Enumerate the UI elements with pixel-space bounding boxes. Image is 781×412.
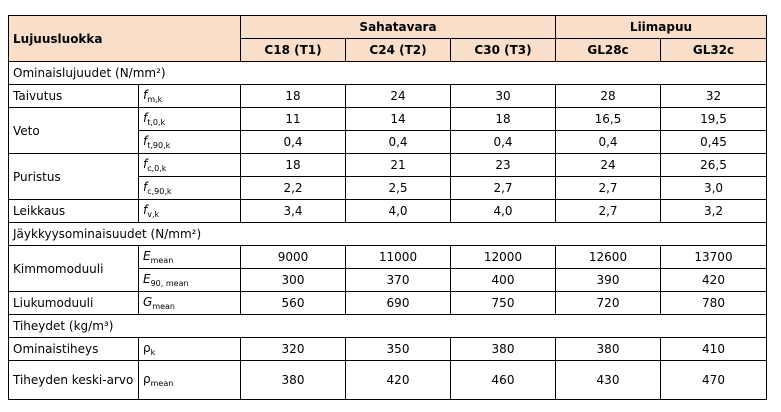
strength-class-table xyxy=(8,15,767,400)
symbol-cell: $G_{mean}$ xyxy=(139,292,241,315)
value-cell: 11 xyxy=(241,108,346,131)
value-cell: 28 xyxy=(556,85,661,108)
value-cell: 350 xyxy=(346,338,451,361)
row-label-puristus: Puristus xyxy=(9,154,139,200)
value-cell: 390 xyxy=(556,269,661,292)
value-cell: 460 xyxy=(451,361,556,400)
value-cell: 0,4 xyxy=(346,131,451,154)
section-row-stiffness xyxy=(9,223,767,246)
value-cell: 690 xyxy=(346,292,451,315)
value-cell: 380 xyxy=(241,361,346,400)
row-label-taivutus: Taivutus xyxy=(9,85,139,108)
symbol-cell: $f_{t,0,k}$ xyxy=(139,108,241,131)
value-cell: 24 xyxy=(556,154,661,177)
value-cell: 19,5 xyxy=(661,108,767,131)
header-class-c24: C24 (T2) xyxy=(346,39,451,62)
value-cell: 2,7 xyxy=(451,177,556,200)
row-label-leikkaus: Leikkaus xyxy=(9,200,139,223)
table-row xyxy=(9,200,767,223)
symbol-cell: $f_{v,k}$ xyxy=(139,200,241,223)
value-cell: 400 xyxy=(451,269,556,292)
value-cell: 3,4 xyxy=(241,200,346,223)
value-cell: 18 xyxy=(451,108,556,131)
symbol-cell: $\rho_{mean}$ xyxy=(139,361,241,400)
value-cell: 32 xyxy=(661,85,767,108)
value-cell: 2,7 xyxy=(556,200,661,223)
table-row xyxy=(9,338,767,361)
header-class-gl28c: GL28c xyxy=(556,39,661,62)
table-row xyxy=(9,108,767,131)
section-row-density xyxy=(9,315,767,338)
value-cell: 18 xyxy=(241,154,346,177)
value-cell: 470 xyxy=(661,361,767,400)
section-title-strength: Ominaislujuudet (N/mm²) xyxy=(9,62,767,85)
value-cell: 21 xyxy=(346,154,451,177)
header-strength-class: Lujuusluokka xyxy=(9,16,241,62)
value-cell: 380 xyxy=(451,338,556,361)
row-label-kimmomoduuli: Kimmomoduuli xyxy=(9,246,139,292)
value-cell: 4,0 xyxy=(451,200,556,223)
section-title-stiffness: Jäykkyysominaisuudet (N/mm²) xyxy=(9,223,767,246)
value-cell: 2,5 xyxy=(346,177,451,200)
value-cell: 320 xyxy=(241,338,346,361)
value-cell: 26,5 xyxy=(661,154,767,177)
value-cell: 380 xyxy=(556,338,661,361)
symbol-cell: $f_{c,90,k}$ xyxy=(139,177,241,200)
value-cell: 18 xyxy=(241,85,346,108)
value-cell: 560 xyxy=(241,292,346,315)
value-cell: 12000 xyxy=(451,246,556,269)
value-cell: 0,4 xyxy=(451,131,556,154)
row-label-tiheyden-keskiarvo: Tiheyden keski-arvo xyxy=(9,361,139,400)
value-cell: 13700 xyxy=(661,246,767,269)
value-cell: 3,0 xyxy=(661,177,767,200)
header-row-groups xyxy=(9,16,767,39)
value-cell: 9000 xyxy=(241,246,346,269)
table-row xyxy=(9,154,767,177)
value-cell: 2,7 xyxy=(556,177,661,200)
row-label-ominaistiheys: Ominaistiheys xyxy=(9,338,139,361)
value-cell: 780 xyxy=(661,292,767,315)
value-cell: 0,4 xyxy=(241,131,346,154)
header-group-glulam: Liimapuu xyxy=(556,16,767,39)
value-cell: 2,2 xyxy=(241,177,346,200)
value-cell: 430 xyxy=(556,361,661,400)
value-cell: 370 xyxy=(346,269,451,292)
value-cell: 300 xyxy=(241,269,346,292)
section-title-density: Tiheydet (kg/m³) xyxy=(9,315,767,338)
value-cell: 420 xyxy=(346,361,451,400)
symbol-cell: $\rho_k$ xyxy=(139,338,241,361)
value-cell: 30 xyxy=(451,85,556,108)
table-row xyxy=(9,292,767,315)
header-class-c30: C30 (T3) xyxy=(451,39,556,62)
row-label-veto: Veto xyxy=(9,108,139,154)
value-cell: 12600 xyxy=(556,246,661,269)
row-label-liukumoduuli: Liukumoduuli xyxy=(9,292,139,315)
section-row-strength xyxy=(9,62,767,85)
value-cell: 750 xyxy=(451,292,556,315)
symbol-cell: $f_{m,k}$ xyxy=(139,85,241,108)
value-cell: 420 xyxy=(661,269,767,292)
value-cell: 4,0 xyxy=(346,200,451,223)
symbol-cell: $f_{c,0,k}$ xyxy=(139,154,241,177)
header-group-sawn-timber: Sahatavara xyxy=(241,16,556,39)
value-cell: 23 xyxy=(451,154,556,177)
value-cell: 0,4 xyxy=(556,131,661,154)
value-cell: 0,45 xyxy=(661,131,767,154)
value-cell: 24 xyxy=(346,85,451,108)
header-class-c18: C18 (T1) xyxy=(241,39,346,62)
value-cell: 720 xyxy=(556,292,661,315)
symbol-cell: $E_{90, mean}$ xyxy=(139,269,241,292)
header-class-gl32c: GL32c xyxy=(661,39,767,62)
value-cell: 16,5 xyxy=(556,108,661,131)
value-cell: 3,2 xyxy=(661,200,767,223)
value-cell: 11000 xyxy=(346,246,451,269)
symbol-cell: $f_{t,90,k}$ xyxy=(139,131,241,154)
symbol-cell: $E_{mean}$ xyxy=(139,246,241,269)
table-row xyxy=(9,246,767,269)
value-cell: 14 xyxy=(346,108,451,131)
value-cell: 410 xyxy=(661,338,767,361)
table-row xyxy=(9,85,767,108)
table-row xyxy=(9,361,767,400)
